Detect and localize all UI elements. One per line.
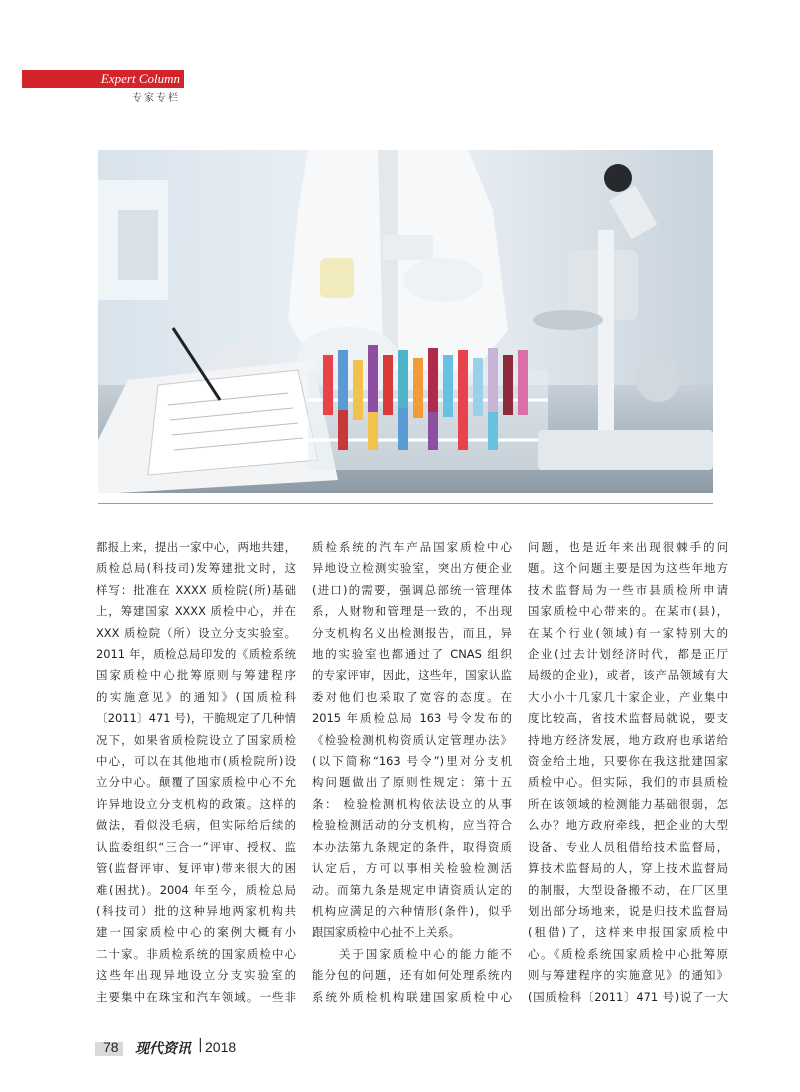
- text-line: (租借)了，这样来申报国家质检中: [528, 925, 728, 940]
- text-line: 国家质检中心带来的。在某市(县)，: [528, 604, 728, 619]
- text-line: 这些年出现异地设立分支实验室的: [96, 968, 296, 983]
- text-line: 设备、专业人员租借给技术监督局，: [528, 839, 728, 854]
- text-line: 题。这个问题主要是因为这些年地方: [528, 561, 728, 576]
- text-line: 建一国家质检中心的案例大概有小: [96, 925, 296, 940]
- text-line: 管(监督评审、复评审)带来很大的困: [96, 861, 296, 876]
- text-line: 况下，如果省质检院设立了国家质检: [96, 732, 296, 747]
- text-line: 机构应满足的六种情形(条件)，似乎: [312, 903, 512, 918]
- text-line: 所在该领域的检测能力基础很弱，怎: [528, 796, 728, 811]
- article-column-3: [528, 537, 728, 1008]
- text-line: 样写：批准在 XXXX 质检院(所)基础: [96, 582, 296, 597]
- text-line: 2015 年质检总局 163 号令发布的: [312, 711, 512, 726]
- text-line: 上，筹建国家 XXXX 质检中心，并在: [96, 604, 296, 619]
- magazine-logo: 现代资讯: [135, 1041, 191, 1057]
- text-line: 系，人财物和管理是一致的，不出现: [312, 604, 512, 619]
- text-line: 的专家评审，因此，这些年，国家认监: [312, 668, 512, 683]
- text-line: 条： 检验检测机构依法设立的从事: [312, 796, 512, 811]
- text-line: (以下简称“163 号令”)里对分支机: [312, 754, 512, 769]
- text-line: 许异地设立分支机构的政策。这样的: [96, 796, 296, 811]
- text-line: 持地方经济发展，地方政府也承诺给: [528, 732, 728, 747]
- section-divider: [98, 503, 713, 504]
- text-line: 则与筹建程序的实施意见》的通知》: [528, 968, 728, 983]
- text-line: 质检中心。但实际，我们的市县质检: [528, 775, 728, 790]
- text-line: 划出部分场地来，说是归技术监督局: [528, 903, 728, 918]
- text-line: 都报上来，提出一家中心，两地共建，: [96, 540, 296, 554]
- article-column-2: [312, 537, 512, 1008]
- footer-separator: |: [198, 1037, 203, 1053]
- text-line: 算技术监督局的人，穿上技术监督局: [528, 861, 728, 876]
- text-line: (国质检科〔2011〕471 号)说了一大: [528, 989, 728, 1004]
- section-title-zh: 专家专栏: [132, 93, 180, 104]
- text-line: 动。而第九条是规定申请资质认定的: [312, 882, 512, 897]
- text-line: 做法，看似没毛病，但实际给后续的: [96, 818, 296, 833]
- lab-photo-illustration: [98, 150, 713, 493]
- text-line: 质检总局(科技司)发筹建批文时，这: [96, 561, 296, 576]
- text-line: 能分包的问题，还有如何处理系统内: [312, 968, 512, 983]
- text-line: 跟国家质检中心扯不上关系。: [312, 925, 461, 940]
- text-line: 检验检测活动的分支机构，应当符合: [312, 818, 512, 833]
- text-line: 异地设立检测实验室，突出方便企业: [312, 561, 512, 576]
- text-line: 企业(过去计划经济时代，都是正厅: [528, 647, 728, 662]
- text-line: 在某个行业(领域)有一家特别大的: [528, 625, 728, 640]
- text-line: 〔2011〕471 号)，干脆规定了几种情: [96, 711, 296, 726]
- text-line: 度比较高，省技术监督局就说，要支: [528, 711, 728, 726]
- text-line: (进口)的需要，强调总部统一管理体: [312, 582, 512, 597]
- section-header-bar: [22, 70, 184, 88]
- text-line: 技术监督局为一些市县质检所申请: [528, 582, 728, 597]
- text-line: 质检系统的汽车产品国家质检中心: [312, 540, 512, 554]
- text-line: 中心，可以在其他地市(质检院所)设: [96, 754, 296, 769]
- text-line: 主要集中在珠宝和汽车领域。一些非: [96, 989, 296, 1004]
- lab-photo: [98, 150, 713, 493]
- text-line: 关于国家质检中心的能力能不: [312, 946, 512, 961]
- article-column-1: [96, 537, 296, 1008]
- text-line: 委对他们也采取了宽容的态度。在: [312, 689, 512, 704]
- text-line: 《检验检测机构资质认定管理办法》: [312, 732, 512, 747]
- text-line: 的实施意见》的通知》(国质检科: [96, 689, 296, 704]
- text-line: 局级的企业)，或者，该产品领域有大: [528, 668, 728, 683]
- text-line: 问题，也是近年来出现很棘手的问: [528, 540, 728, 554]
- text-line: XXX 质检院（所）设立分支实验室。: [96, 625, 296, 640]
- text-line: (科技司）批的这种异地两家机构共: [96, 903, 296, 918]
- text-line: 资金给土地，只要你在我这批建国家: [528, 754, 728, 769]
- text-line: 分支机构名义出检测报告，而且，异: [312, 625, 512, 640]
- text-line: 么办？地方政府牵线，把企业的大型: [528, 818, 728, 833]
- text-line: 国家质检中心批筹原则与筹建程序: [96, 668, 296, 683]
- text-line: 心。《质检系统国家质检中心批筹原: [528, 946, 728, 961]
- text-line: 二十家。非质检系统的国家质检中心: [96, 946, 296, 961]
- text-line: 构问题做出了原则性规定：第十五: [312, 775, 512, 790]
- text-line: 大小小十几家几十家企业，产业集中: [528, 689, 728, 704]
- text-line: 的制服，大型设备搬不动，在厂区里: [528, 882, 728, 897]
- section-title-en: Expert Column: [100, 71, 180, 86]
- text-line: 2011 年，质检总局印发的《质检系统: [96, 647, 296, 662]
- issue-year: 2018: [205, 1039, 237, 1055]
- text-line: 系统外质检机构联建国家质检中心: [312, 989, 512, 1004]
- text-line: 立分中心。颠覆了国家质检中心不允: [96, 775, 296, 790]
- page-number: 78: [103, 1039, 119, 1055]
- text-line: 认监委组织“三合一”评审、授权、监: [96, 839, 296, 854]
- text-line: 本办法第九条规定的条件，取得资质: [312, 839, 512, 854]
- text-line: 难(困扰)。2004 年至今，质检总局: [96, 882, 296, 897]
- text-line: 地的实验室也都通过了 CNAS 组织: [312, 647, 512, 662]
- text-line: 认定后，方可以事相关检验检测活: [312, 861, 512, 876]
